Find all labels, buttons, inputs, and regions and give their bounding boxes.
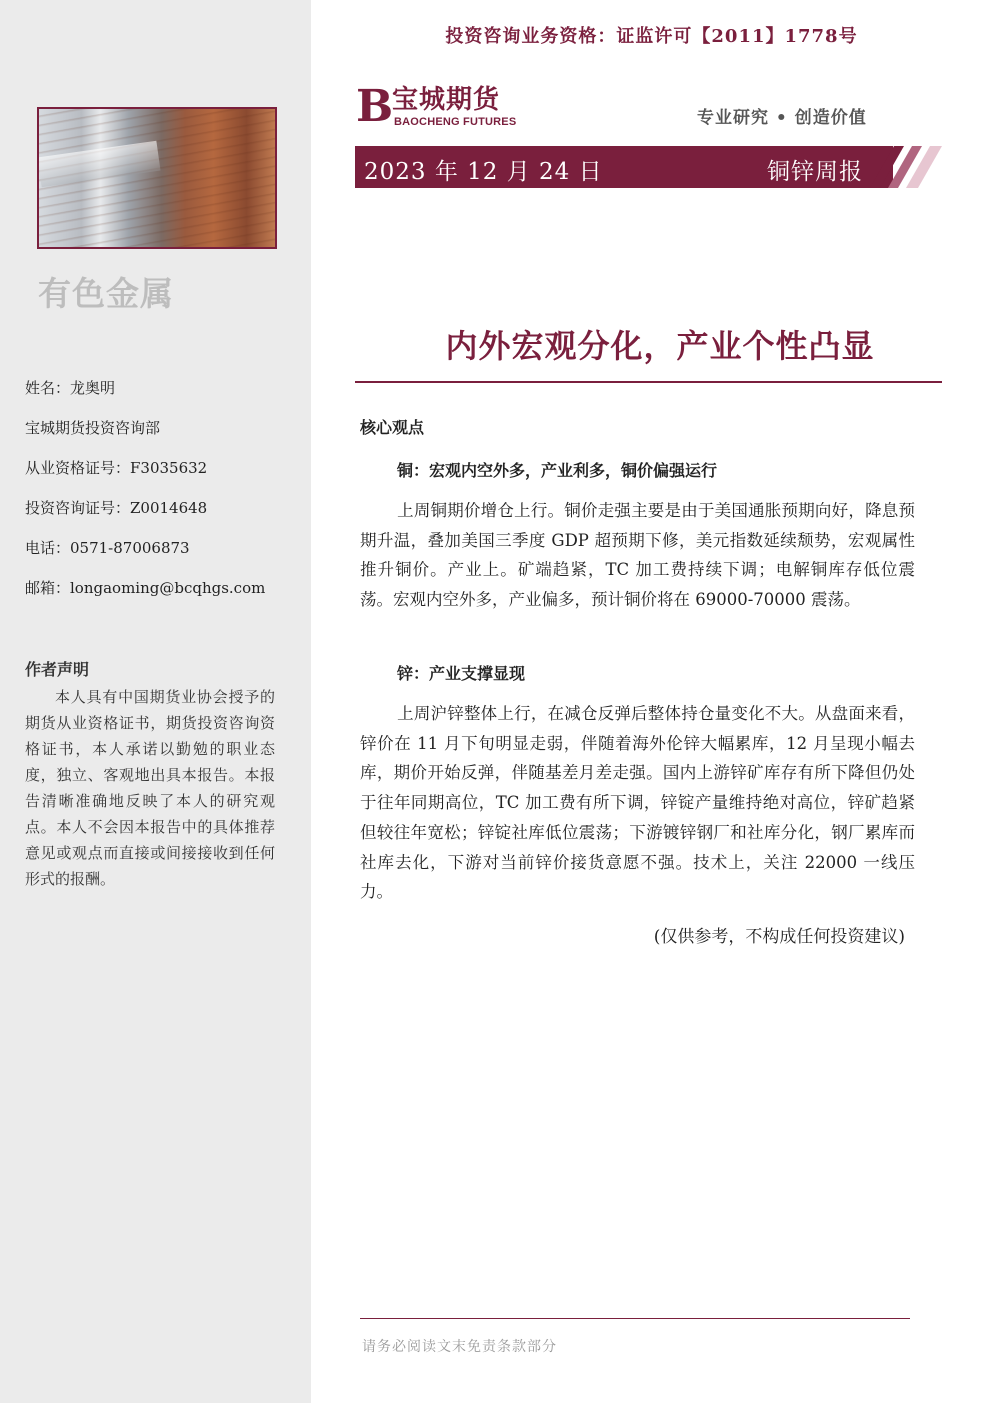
author-department: 宝城期货投资咨询部 (25, 419, 161, 437)
slogan: 专业研究 • 创造价值 (697, 108, 867, 128)
copper-paragraph: 上周铜期价增仓上行。铜价走强主要是由于美国通胀预期向好，降息预期升温，叠加美国三季度 GDP 超预期下修，美元指数延续颓势，宏观属性推升铜价。产业上。矿端趋紧，TC 加工费持续下调；电解铜库存低位震荡。宏观内空外多，产业偏多，预计铜价将在 69000-70000 震荡。 (360, 501, 915, 610)
practice-license: 从业资格证号：F3035632 (25, 459, 208, 477)
declaration-body: 本人具有中国期货业协会授予的期货从业资格证书，期货投资咨询资格证书，本人承诺以勤勉的职业态度，独立、客观地出具本报告。本报告清晰准确地反映了本人的研究观点。本人不会因本报告中的具体推荐意见或观点而直接或间接接收到任何形式的报酬。 (25, 688, 275, 888)
sidebar (0, 0, 311, 1403)
report-type: 铜锌周报 (767, 159, 863, 185)
author-name: 姓名：龙奥明 (25, 379, 116, 397)
sector-label: 有色金属 (38, 274, 174, 313)
core-views-heading: 核心观点 (360, 418, 425, 437)
banner-stripes (860, 146, 942, 188)
zinc-paragraph: 上周沪锌整体上行，在减仓反弹后整体持仓量变化不大。从盘面来看，锌价在 11 月下旬明显走弱，伴随着海外伦锌大幅累库，12 月呈现小幅去库，期价开始反弹，伴随基差月差走强。国内上游锌矿库存有所下降但仍处于往年同期高位，TC 加工费有所下调，锌锭产量维持绝对高位，锌矿趋紧但较往年宽松；锌锭社库低位震荡；下游镀锌钢厂和社库分化，钢厂累库而社库去化，下游对当前锌价接货意愿不强。技术上，关注 22000 一线压力。 (360, 704, 915, 902)
author-phone: 电话：0571-87006873 (25, 539, 190, 557)
cover-photo (37, 107, 277, 249)
footer-note: 请务必阅读文末免责条款部分 (362, 1339, 557, 1355)
consulting-license: 投资咨询证号：Z0014648 (25, 499, 208, 517)
company-logo (356, 81, 526, 134)
declaration-title: 作者声明 (25, 660, 90, 679)
author-contact (25, 377, 265, 617)
title-divider (355, 381, 942, 383)
date-banner (355, 146, 893, 188)
logo-english-name: BAOCHENG FUTURES (394, 116, 517, 128)
footer-divider (360, 1318, 910, 1319)
license-line: 投资咨询业务资格：证监许可【2011】1778号 (445, 26, 858, 47)
author-email[interactable]: 邮箱：longaoming@bcqhgs.com (25, 579, 266, 597)
copper-heading: 铜：宏观内空外多，产业利多，铜价偏强运行 (397, 461, 718, 480)
report-date: 2023 年 12 月 24 日 (364, 159, 603, 185)
report-title: 内外宏观分化，产业个性凸显 (445, 327, 875, 365)
zinc-heading: 锌：产业支撑显现 (397, 664, 526, 683)
investment-disclaimer: (仅供参考，不构成任何投资建议) (653, 927, 905, 947)
logo-chinese-name: 宝城期货 (392, 85, 501, 115)
logo-mark: B (356, 81, 394, 132)
